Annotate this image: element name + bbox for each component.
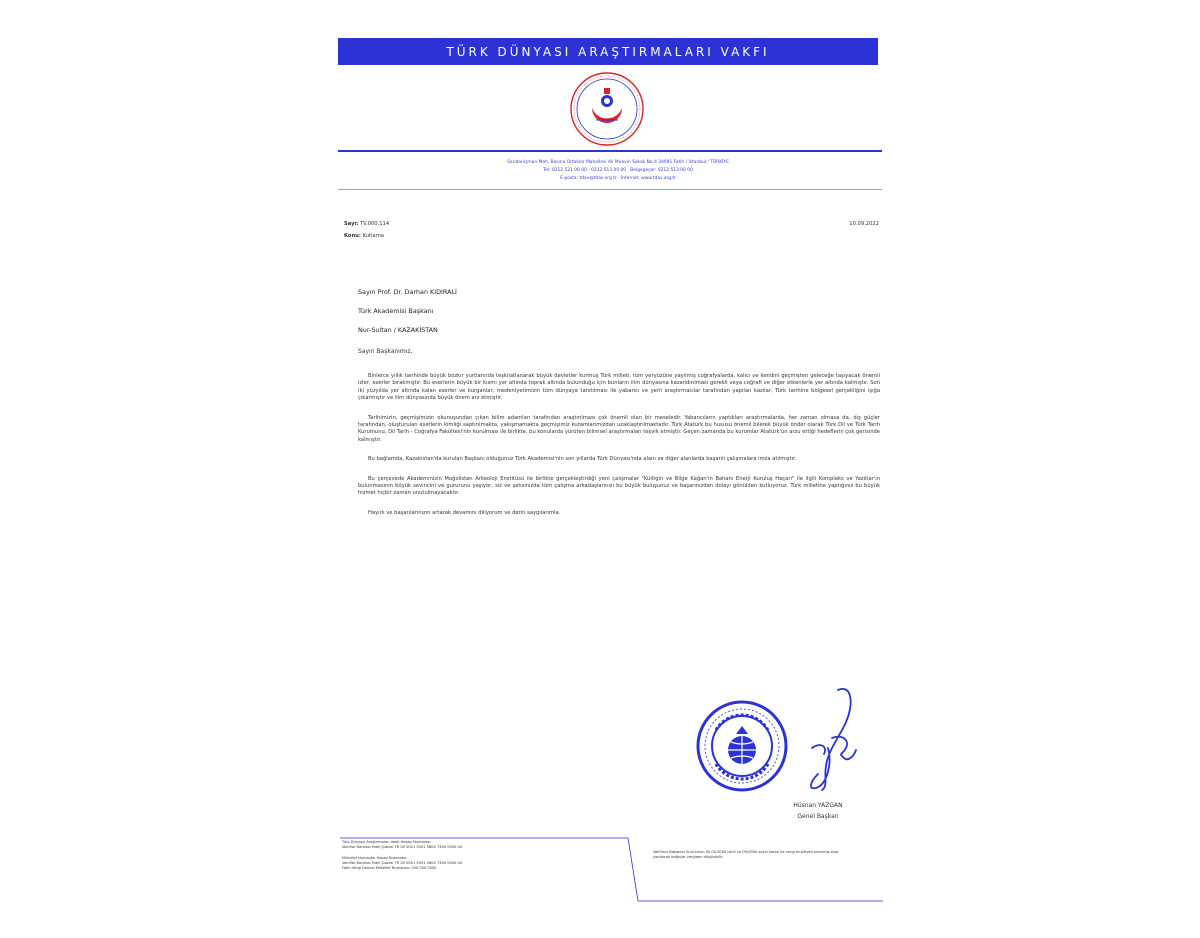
signer-block	[768, 800, 868, 822]
recipient-name: Sayın Prof. Dr. Darhan KIDIRALİ	[358, 288, 457, 296]
footer-bank-info	[342, 840, 622, 877]
footer-bank-block	[342, 856, 622, 871]
footer-line: Fatih Vergi Dairesi Mükellef Numarası: 000 000 0000	[342, 866, 437, 870]
letter-date: 10.09.2022	[849, 221, 879, 227]
sayi-row	[344, 218, 879, 230]
letter-page	[328, 28, 890, 908]
konu-label: Konu:	[344, 233, 361, 239]
contact-divider	[338, 189, 882, 190]
body-paragraph: Hayırlı ve başarılarınızın artarak devamını diliyorum ve derin saygılarımla.	[368, 509, 561, 516]
body-paragraph: Bu bağlamda, Kazakistan'da kurulan Başkanı olduğunuz Türk Akademisi'nin son yıllarda Türk Dünyası'nda alanı ve diğer alanlarda başarılı çalışmalara imza atılmıştır.	[368, 456, 797, 463]
signer-name: Hüsnan YAZGAN	[793, 802, 843, 809]
footer-line: Vakıflar Bankası Fatih Şubesi TR 00 0001 5001 5800 7300 0000 00	[342, 861, 463, 865]
recipient-title: Türk Akademisi Başkanı	[358, 307, 434, 315]
letterhead-divider	[338, 150, 882, 152]
footer-line: Vakıflar Bankası Fatih Şubesi TR 00 0001 5001 5800 7300 0000 00	[342, 845, 463, 849]
footer-legal-note: Vakfımız Bakanlar Kurulunun 00.00.0000 tarih ve 00/0000 sayılı kararı ile vergi muafiyeti tanınmış olup yapılacak bağışlar vergiden düşülebilir.	[653, 850, 839, 859]
footer-line: Mükellef Numarası Hesap Numarası:	[342, 856, 408, 860]
recipient-location: Nur-Sultan / KAZAKİSTAN	[358, 326, 438, 334]
handwritten-signature-icon	[788, 678, 860, 798]
signer-title: Genel Başkan	[797, 813, 839, 820]
letterhead-title: TÜRK DÜNYASI ARAŞTIRMALARI VAKFI	[338, 38, 878, 65]
footer-line: Türk Dünyası Araştırmaları Vakfı Hesap Numarası:	[342, 840, 432, 844]
contact-web: E-posta: tdav@tdav.org.tr · İnternet: www.tdav.org.tr	[560, 176, 676, 181]
contact-address: Sarıdanişman Mah. Basına Ortaklar Mahallesi Ali Muavin Sokak No:4 34091 Fatih / İstanbul / TÜRKİYE	[507, 160, 729, 165]
letter-meta	[344, 218, 879, 242]
body-paragraph: Binlerce yıllık tarihinde büyük bozkır yurtlarında teşkilatlanarak büyük devletler kurmuş Türk milleti, tüm yeryüzüne yayılmış coğrafyalarda, kalıcı ve kendini geçmişten geleceğe taşıyacak önemli izler, eserler bırakmıştır. Bu eserlerin büyük bir kısmı yer altında toprak altında bulunduğu için bunların ilim dünyasına kazandırılması gerekli veya coğrafi ve diğer etkenlerle yer altında kalmıştır. Son iki yüzyılda yer altında kalan eserler ve kurganlar, medeniyetimizin tüm dünyaya tanıtılması ile yabancı ve yerli araştırmacılar tarafından yapılan kazılar, Türk tarihine bölgesel gerçekliğini ışığa çıkarmıştır ve ilim dünyasında büyük önem arz etmiştir.	[358, 373, 880, 402]
konu-value: Kutlama	[362, 233, 384, 239]
contact-phone: Tel: 0212 521 00 00 - 0212 513 00 00 · Belgegeçer: 0212 513 00 00	[543, 168, 693, 173]
recipient-block	[358, 283, 658, 340]
letter-body	[358, 373, 880, 529]
foundation-seal-icon	[696, 700, 788, 792]
salutation: Sayın Başkanımız,	[358, 348, 413, 355]
konu-row	[344, 230, 879, 242]
footer-bank-block	[342, 840, 622, 850]
body-paragraph: Bu çerçevede Akademinizin Moğolistan Arkeoloji Enstitüsü ile birlikte gerçekleştirdiği yeni çalışmalar "Kültigin ve Bilge Kağan'ın Bahanı Enerji Kuruluş Haçarı" ile ilgili Kompleks ve Yazıtlar'ın bulunmasının büyük sevincini ve gururunu yaşıyor, siz ve şahsınızda tüm çalışma arkadaşlarınızı bu büyük buluşunuz ve başarınızdan dolayı gönülden kutluyoruz. Türk milletine yaptığınız bu büyük hizmet hiçbir zaman unutulmayacaktır.	[358, 475, 880, 497]
body-paragraph: Tarihimizin, geçmişimizin okunuşundan çıkan bilim adamları tarafından araştırılması çok önemli olan bir meseledir. Yabancıların yaptıkları araştırmalarda, her zaman olmasa da, dış güçler tarafından, oluşturulan eserlerin kimliği saptırılmakta, yakışmamakta geçmişimiz kuramlarımızdan uzaklaştırılmaktadır. Türk Atatürk bu hususu önemli bilerek büyük önder olarak Türk Dil ve Türk Tarih Kurumunu, Dil Tarih - Coğrafya Fakültesi'nin kurulması ile birlikte, bu konularda yürüten bilimsel araştırmaları teşvik etmiştir. Geçen zamanda bu kurumlar Atatürk'ün arzu ettiği hedeflerin çok gerisinde kalmıştır.	[358, 414, 880, 443]
sayi-value: TV.000.114	[359, 221, 390, 227]
crescent-emblem-icon	[568, 70, 646, 148]
letterhead-contact	[388, 159, 848, 183]
sayi-label: Sayı:	[344, 221, 359, 227]
